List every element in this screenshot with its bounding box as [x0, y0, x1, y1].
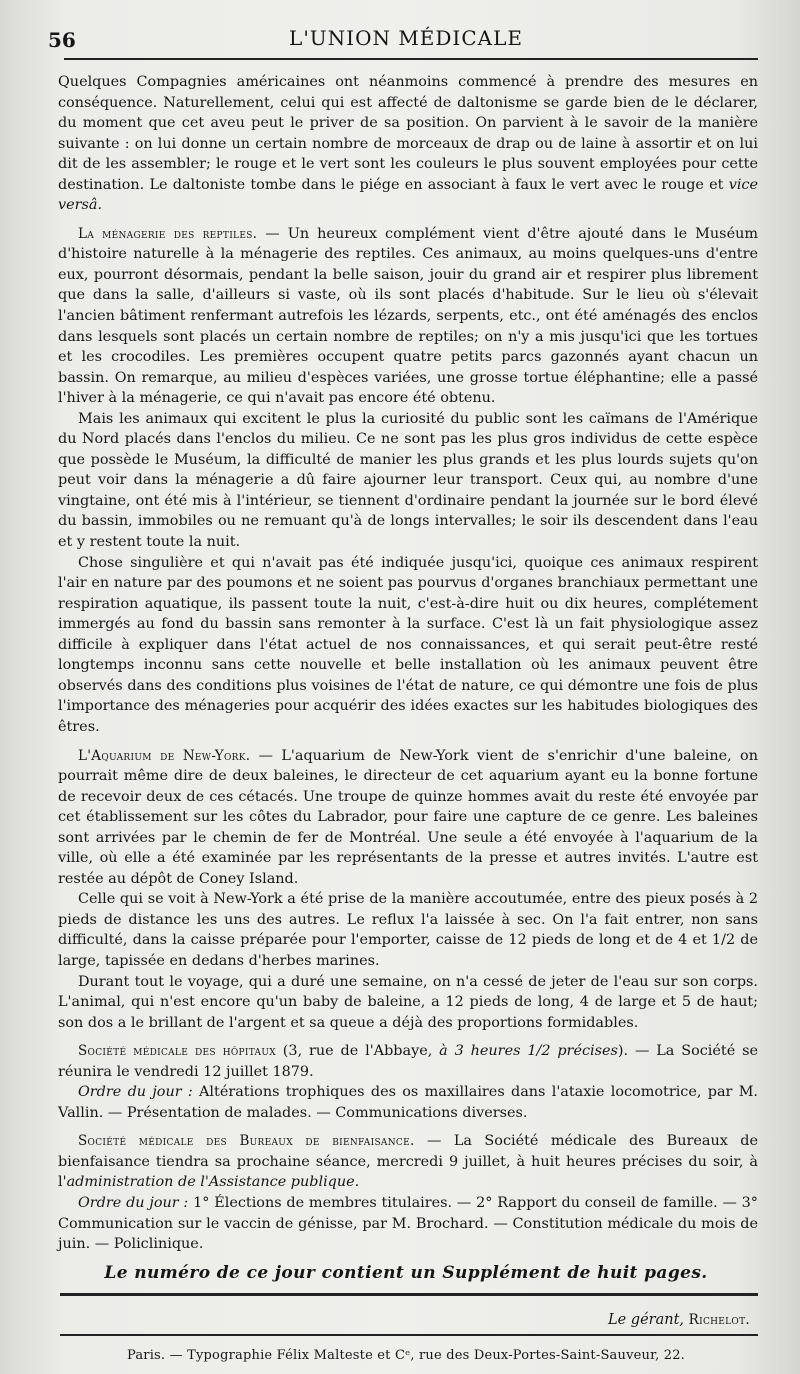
hospitals-society-heading: Société médicale des hôpitaux — [78, 1043, 276, 1060]
page-header — [48, 14, 758, 54]
hospitals-society-agenda: Ordre du jour : Altérations trophiques des os maxillaires dans l'ataxie locomotrice, par M. Vallin. — Présentation de malades. — Communications diverses. — [58, 1084, 759, 1121]
page-number: 56 — [48, 28, 76, 52]
bienfaisance-society-agenda: Ordre du jour : 1° Élections de membres titulaires. — 2° Rapport du conseil de famille. — 3° Communication sur le vaccin de génisse, par M. Brochard. — Constitution médicale du mois de juin. — Policlinique. — [58, 1194, 758, 1253]
agenda-label: Ordre du jour : — [78, 1194, 189, 1211]
bienfaisance-society-paragraph: Société médicale des Bureaux de bienfaisance. — La Société médicale des Bureaux de bienfaisance tiendra sa prochaine séance, mercredi 9 juillet, à huit heures précises du soir, à l'administration de l'Assistance publique. — [58, 1133, 759, 1191]
article-body — [54, 72, 758, 1255]
footer-rule — [60, 1293, 758, 1296]
supplement-notice: Le numéro de ce jour contient un Supplément de huit pages. — [104, 1262, 708, 1283]
printer-imprint: Paris. — Typographie Félix Malteste et Cᵉ, rue des Deux-Portes-Saint-Sauveur, 22. — [126, 1347, 686, 1363]
aquarium-section-paragraph-1: L'Aquarium de New-York. — L'aquarium de New-York vient de s'enrichir d'une baleine, on pourrait même dire de deux baleines, le directeur de cet aquarium ayant eu la bonne fortune de recevoir deux de ces cétacés. Une troupe de quinze hommes avait du reste été envoyée par cet établissement sur les côtes du Labrador, pour faire une capture de ce genre. Les baleines sont arrivées par le chemin de fer de Montréal. Une seule a été envoyée à l'aquarium de la ville, où elle a été examinée par les représentants de la presse et autres invités. L'autre est restée au dépôt de Coney Island. — [58, 747, 758, 887]
aquarium-section-paragraph-3: Durant tout le voyage, qui a duré une semaine, on n'a cessé de jeter de l'eau sur son corps. L'animal, qui n'est encore qu'un baby de baleine, a 12 pieds de long, 4 de large et 5 de haut; son dos a le brillant de l'argent et sa queue a déjà des proportions formidables. — [58, 973, 758, 1031]
agenda-label: Ordre du jour : — [78, 1084, 193, 1101]
hospitals-society-paragraph: Société médicale des hôpitaux (3, rue de l'Abbaye, à 3 heures 1/2 précises). — La Société se réunira le vendredi 12 juillet 1879. — [58, 1043, 758, 1080]
header-rule — [64, 58, 758, 60]
reptile-section-paragraph-1: La ménagerie des reptiles. — Un heureux complément vient d'être ajouté dans le Muséum d'histoire naturelle à la ménagerie des reptiles. Ces animaux, au moins quelques-uns d'entre eux, pourront désormais, pendant la belle saison, jouir du grand air et respirer plus librement que dans la salle, d'ailleurs si vaste, où ils sont placés d'habitude. Sur le lieu où s'élevait l'ancien bâtiment renfermant autrefois les lézards, serpents, etc., ont été aménagés des enclos dans lesquels sont placés un certain nombre de reptiles; on n'y a mis jusqu'ici que les tortues et les crocodiles. Les premières occupent quatre petits parcs gazonnés ayant chacun un bassin. On remarque, au milieu d'espèces variées, une grosse tortue éléphantine; elle a passé l'hiver à la ménagerie, ce qui n'avait pas encore été obtenu. — [58, 225, 758, 407]
bienfaisance-society-heading: Société médicale des Bureaux de bienfaisance. — [78, 1133, 415, 1150]
reptile-section-paragraph-3: Chose singulière et qui n'avait pas été indiquée jusqu'ici, quoique ces animaux respirent l'air en nature par des poumons et ne soient pas pourvus d'organes branchiaux permettant une respiration aquatique, ils passent toute la nuit, c'est-à-dire huit ou dix heures, complétement immergés au fond du bassin sans remonter à la surface. C'est là un fait physiologique assez difficile à expliquer dans l'état actuel de nos connaissances, et qui serait peut-être resté longtemps inconnu sans cette nouvelle et belle installation où les animaux peuvent être observés dans des conditions plus voisines de l'état de nature, ce qui démontre une fois de plus l'importance des ménageries pour acquérir des idées exactes sur les habitudes biologiques des êtres. — [58, 554, 758, 735]
daltonism-paragraph: Quelques Compagnies américaines ont néanmoins commencé à prendre des mesures en conséquence. Naturellement, celui qui est affecté de daltonisme se garde bien de le déclarer, du moment que cet aveu peut le priver de sa position. On parvient à le savoir de la manière suivante : on lui donne un certain nombre de morceaux de drap ou de laine à assortir et on lui dit de les assembler; le rouge et le vert sont les couleurs le plus souvent employées pour cette destination. Le daltoniste tombe dans le piége en associant à faux le vert avec le rouge et vice versâ. — [58, 74, 758, 214]
aquarium-section-paragraph-2: Celle qui se voit à New-York a été prise de la manière accoutumée, entre des pieux posés à 2 pieds de distance les uns des autres. Le reflux l'a laissée à sec. On l'a fait entrer, non sans difficulté, dans la caisse préparée pour l'emporter, caisse de 12 pieds de long et de 4 et 1/2 de large, tapissée en dedans d'herbes marines. — [58, 891, 758, 969]
gerant-signature: Le gérant, Richelot. — [607, 1311, 750, 1328]
reptile-section-paragraph-2: Mais les animaux qui excitent le plus la curiosité du public sont les caïmans de l'Amérique du Nord placés dans l'enclos du milieu. Ce ne sont pas les plus gros individus de cette espèce que possède le Muséum, la difficulté de manier les plus grands et les plus lourds sujets qu'on peut voir dans la ménagerie a dû faire ajourner leur transport. Ceux qui, au nombre d'une vingtaine, ont été mis à l'intérieur, se tiennent d'ordinaire pendant la journée sur le bord élevé du bassin, immobiles ou ne remuant qu'à de longs intervalles; le soir ils descendent dans l'eau et y restent toute la nuit. — [58, 410, 758, 551]
reptile-section-heading: La ménagerie des reptiles. — [78, 225, 258, 242]
journal-title: L'UNION MÉDICALE — [289, 26, 523, 50]
aquarium-section-heading: L'Aquarium de New-York. — [78, 747, 251, 764]
vice-versa: vice versâ. — [58, 176, 758, 214]
imprint-rule — [60, 1334, 758, 1336]
